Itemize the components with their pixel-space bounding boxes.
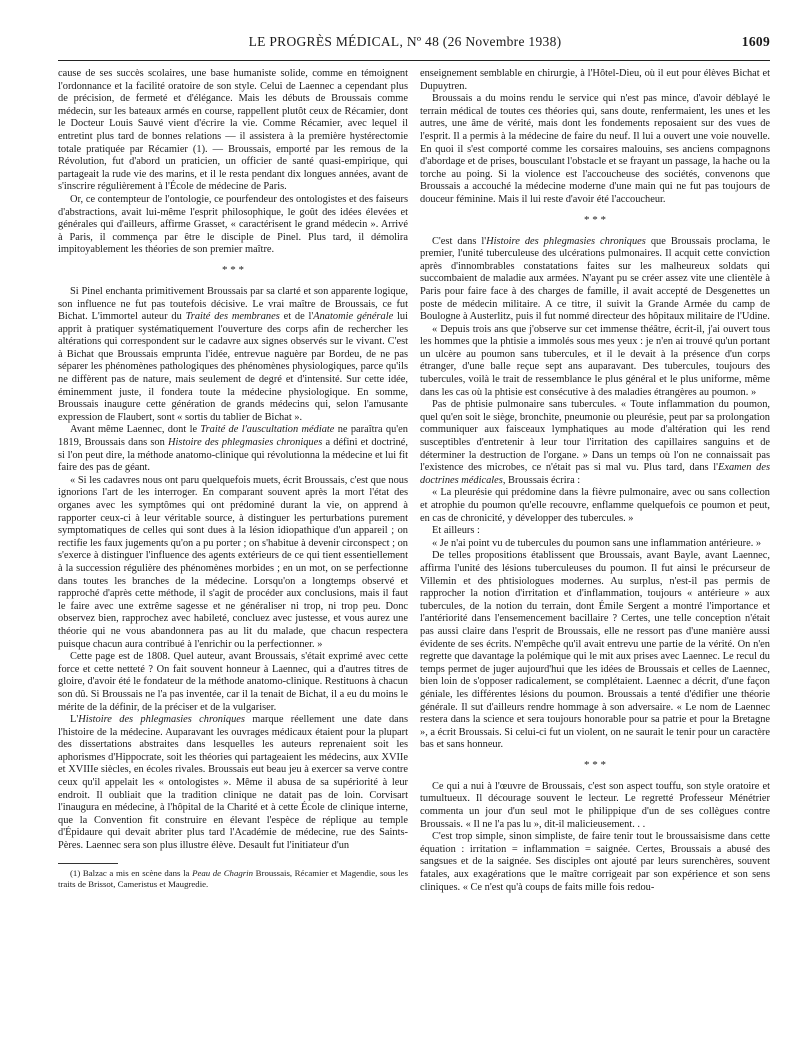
paragraph: « Je n'ai point vu de tubercules du poumon sans une inflammation antérieure. » <box>432 537 762 549</box>
footnote-rule <box>58 863 118 864</box>
paragraph: Or, ce contempteur de l'ontologie, ce pourfendeur des ontologistes et des faiseurs d'abstractions, avait lui-même l'esprit philosophique, le goût des idées élevées et générales qui d'ailleurs, affirme Grasset, « caractérisent le grand médecin ». Arrivé à Paris, il commença par être le disciple de Pinel. Plus tard, il démolira impitoyablement les théories de son premier maître. <box>58 193 408 256</box>
paragraph: cause de ses succès scolaires, une base humaniste solide, comme en témoignent l'ordonnance et la facilité oratoire de son style. Celui de Laennec a cependant plus de précision, de fermeté et d'élégance. Mais les débuts de Broussais comme médecin, sur les bateaux armés en course, rappellent plutôt ceux de Récamier, dont le Docteur Louis Sauvé vient d'écrire la vie. Comme Récamier, avec lequel il entretint plus tard de bonnes relations — il assistera à la première hystérectomie totale pratiquée par Récamier (1). — Broussais, emporté par les remous de la Révolution, fut d'abord un praticien, un officier de santé quasi-empirique, qui partageait la rude vie des marins, et il le resta pendant dix longues années, avant de s'inscrire régulièrement à l'École de médecine de Paris. <box>58 68 408 193</box>
book-title: Traité des membranes <box>185 311 280 323</box>
paragraph <box>420 399 770 487</box>
text-run: (1) Balzac a mis en scène dans la <box>70 867 193 878</box>
page-number: 1609 <box>741 34 770 49</box>
text-run: a défini et doctriné, si l'on peut dire, la méthode anatomo-clinique qui révolutionna la médecine et lui fit faire des pas de géant. <box>58 437 408 474</box>
paragraph: De telles propositions établissent que Broussais, avant Bayle, avant Laennec, affirma l'unité des lésions tuberculeuses du poumon. Il fut ainsi le précurseur de Villemin et des phtisiologues modernes. Au surplus, n'est-il pas permis de rapprocher la notion d'irritation et d'inflammation, toujours « antérieure » aux tubercules, de la notion du terrain, dont Émile Sergent a montré l'importance et l'antériorité dans l'ensemencement bacillaire ? Certes, une telle conception n'était pas aussi claire dans l'esprit de Broussais, elle ne ressort pas d'une manière aussi évidente de ses écrits. N'empêche qu'il avait entrevu une partie de la vérité. On n'en regrette que davantage la polémique qui le mit aux prises avec Laennec. Le recul du temps permet de juger aujourd'hui que les idées de Broussais et celles de Laennec, bien loin de s'opposer radicalement, se complétaient. Laennec a décrit, d'une façon géniale, les différentes lésions du poumon. Broussais a tenté d'édifier une théorie générale. Il sut d'ailleurs rendre hommage à son adversaire. « Le nom de Laennec restera dans la science et sera toujours honorable pour sa patrie et pour la Bretagne », a écrit Broussais. Si celui-ci fut un violent, on ne saurait le tenir pour un caractère bas et sans honneur. <box>420 550 770 751</box>
right-column <box>420 68 770 1028</box>
text-run: Broussais, Récamier et Magendie, sous les traits de Brissot, Cameristus et Maugredie. <box>58 867 408 889</box>
text-run: L' <box>70 714 79 726</box>
paragraph: Et ailleurs : <box>432 525 480 537</box>
text-run: C'est dans l' <box>432 235 487 247</box>
paragraph <box>420 236 770 324</box>
asterism: * * * <box>584 213 606 226</box>
book-title: Anatomie générale <box>313 311 394 323</box>
paragraph <box>58 286 408 425</box>
paragraph: Ce qui a nui à l'œuvre de Broussais, c'est son aspect touffu, son style oratoire et tumultueux. Il décourage souvent le lecteur. Le regretté Professeur Ménétrier commenta un jour d'un seul mot le philippique d'un de ses collègues contre Broussais. « Il ne l'a pas lu », dit-il malicieusement. . . <box>420 780 770 830</box>
text-run: Avant même Laennec, dont le <box>70 424 201 436</box>
text-run: que Broussais proclama, le premier, l'unité tuberculeuse des ulcérations pulmonaires. Il acquit cette conviction après d'innombrables constatations faites sur les malheureux soldats qui succombaient de maladie aux armées. N'ayant pu se créer assez vite une clientèle à Paris pour faire face à des charges de famille, il avait accepté de Desgenettes un poste de médecin militaire. A ce titre, il suivit la Grande Armée du camp de Boulogne à Austerlitz, puis il fut nommé directeur des hôpitaux militaire de l'Udine. <box>420 235 770 323</box>
book-title: Histoire des phlegmasies chroniques <box>78 714 245 726</box>
text-run: Si Pinel enchanta primitivement Broussais par sa clarté et son apparente logique, son influence ne fut pas toutefois décisive. Le vrai maître de Broussais, ce fut Bichat. L'immortel auteur du <box>58 285 408 323</box>
paragraph: Broussais a du moins rendu le service qui n'est pas mince, d'avoir déblayé le terrain médical de toutes ces théories qui, sans doute, renfermaient, les unes et les autres, une âme de vérité, mais dont les fondements reposaient sur des vues de l'esprit. Il a permis à la médecine de faire du neuf. Il lui a ouvert une voie nouvelle. En quoi il s'est comporté comme les corsaires malouins, ses anciens compagnons d'abordage et de prises, bousculant l'obstacle et se frayant un passage, la hache ou la torche au poing. Si la violence est l'accoucheuse des sociétés, convenons que Broussais a accouché la médecine moderne d'une main qui ne fut pas toujours de douceur féminine. Mais il lui reste d'avoir été l'accoucheur. <box>420 93 770 205</box>
paragraph <box>58 714 408 853</box>
text-run: lui apprit à pratiquer systématiquement l'ouverture des corps afin de rechercher les altérations qui correspondent sur le cadavre aux signes observés sur le vivant. C'est à Bichat que Broussais emprunta l'idée, entrevue naguère par Bordeu, de ne pas séparer les phénomènes pathologiques des phénomènes physiologiques, parce qu'ils ne diffèrent pas de nature, mais seulement de degré et d'intensité. Sur cette idée, éminemment juste, il fondera toute la médecine physiologique. En somme, Broussais inaugure cette génération de grands médecins qui, selon l'amusante expression de Flaubert, sont « sortis du tablier de Bichat ». <box>58 311 408 423</box>
book-title: Histoire des phlegmasies chroniques <box>486 235 646 247</box>
text-run: ne paraîtra qu'en 1819, Broussais dans son <box>58 424 408 449</box>
paragraph: Cette page est de 1808. Quel auteur, avant Broussais, s'était exprimé avec cette force et cette netteté ? On fait souvent honneur à Laennec, qui a d'autres titres de gloire, d'avoir été le fondateur de la méthode anatomo-clinique. Restituons à chacun son dû. Si Broussais ne l'a pas inventée, car il la tenait de Bichat, il a eu du moins le mérite de la définir, de la préciser et de la vulgariser. <box>58 651 408 713</box>
paragraph: « Depuis trois ans que j'observe sur cet immense théâtre, écrit-il, j'ai ouvert tous les hommes que la phtisie a immolés sous mes yeux : je n'en ai trouvé qu'un portant un ulcère au poumon sans tubercules, et il le devait à la présence d'un corps étranger, d'une balle reçue sept ans auparavant. Des tubercules, toujours des tubercules, voilà le trait de ressemblance le plus général et le plus uniforme, même dans les cas où la phtisie est consécutive à des maladies étrangères au poumon. » <box>420 323 770 398</box>
paragraph: « La pleurésie qui prédomine dans la fièvre pulmonaire, avec ou sans collection et atrophie du poumon qu'elle recouvre, enflamme quelquefois ce poumon et peut, en cas de chronicité, y développer des tubercules. » <box>420 487 770 524</box>
footnote <box>58 868 408 890</box>
left-column <box>58 68 408 1028</box>
book-title: Histoire des phlegmasies chroniques <box>168 437 323 449</box>
page-header <box>40 34 770 58</box>
paragraph <box>58 424 408 474</box>
running-title: LE PROGRÈS MÉDICAL, Nº 48 (26 Novembre 1938) <box>248 34 562 49</box>
section-separator <box>420 215 770 226</box>
book-title: Examen des doctrines médicales <box>420 462 770 486</box>
paragraph: « Si les cadavres nous ont paru quelquefois muets, écrit Broussais, c'est que nous ignorions l'art de les interroger. En comparant souvent après la mort l'état des organes avec les symptômes qui ont prédominé durant la vie, on apprend à rapporter ceux-ci à leur véritable source, à distinguer les perturbations purement symptomatiques de celles qui sont dues à la lésion idiopathique d'un appareil ; on rectifie les faux jugements qu'on a pu porter ; on s'habitue à devenir circonspect ; on s'exerce à distinguer l'influence des agents extérieurs de ce qui tient essentiellement à la succession régulière des phénomènes morbides ; en un mot, on se perfectionne dans toutes les branches de la médecine. Lorsqu'on a longtemps observé et rapproché d'après cette méthode, il s'agit de procéder aux conclusions, mais il faut le faire avec une extrême sagesse et ne généraliser ni trop, ni trop peu. Donc observez bien, rapprochez avec habileté, concluez avec justesse, et vous aurez une théorie qui ne vous abandonnera pas au lit du malade, que chacun respectera puisque chacun aura contribué à l'enrichir ou la perfectionner. » <box>58 474 408 650</box>
section-separator <box>58 265 408 276</box>
book-title: Traité de l'auscultation médiate <box>200 424 335 436</box>
text-run: , Broussais écrira : <box>502 474 581 486</box>
text-run: et de l' <box>279 311 314 323</box>
asterism: * * * <box>222 263 244 276</box>
text-run: Pas de phtisie pulmonaire sans tubercules. « Toute inflammation du poumon, quel qu'en soit le siège, bronchite, pneumonie ou pleurésie, peut par sa prolongation communiquer aux faisceaux lymphatiques au mode d'altération qui les rend susceptibles d'entretenir à leur tour l'irritation des capillaires sanguins et de déterminer la destruction de l'organe. » Dans un temps où l'on ne connaissait pas l'existence des microbes, ce n'était pas si mal vu. Plus tard, dans l' <box>420 399 770 474</box>
asterism: * * * <box>584 758 606 771</box>
text-run: marque réellement une date dans l'histoire de la médecine. Auparavant les ouvrages médicaux étaient pour la plupart des dissertations abstraites dans lesquelles les auteurs reprenaient soit les aphorismes d'Hippocrate, soit les théories qui partageaient les médecins, aux XVIIe et XVIIIe siècles, en écoles rivales. Broussais eut beau jeu à exercer sa verve contre ceux qu'il appelait les « ontologistes ». Même il abusa de sa supériorité à leur endroit. Il oubliait que la tradition clinique ne datait pas de loin. Corvisart l'inaugura en médecine, à l'hôpital de la Charité et à cette École de clinique interne, que la Convention fit construire en élevant l'espèce de réplique au temple d'Épidaure qui devait abriter plus tard l'Académie de médecine, rue des Saints-Pères. Laennec sera son plus illustre élève. Desault fut l'initiateur d'un <box>58 714 408 852</box>
paragraph: C'est trop simple, sinon simpliste, de faire tenir tout le broussaisisme dans cette équation : irritation = inflammation = saignée. Certes, Broussais a abusé des sangsues et de la saignée. Ses disciples ont ajouté par leurs surenchères, souvent fatales, aux exagérations que le maître corrigeait par son expérience et son sens cliniques. « Ce n'est qu'à coups de faits mille fois redou- <box>420 831 770 893</box>
section-separator <box>420 760 770 771</box>
book-title: Peau de Chagrin <box>192 867 254 878</box>
header-rule <box>58 60 770 61</box>
paragraph: enseignement semblable en chirurgie, à l'Hôtel-Dieu, où il eut pour élèves Bichat et Dupuytren. <box>420 68 770 92</box>
